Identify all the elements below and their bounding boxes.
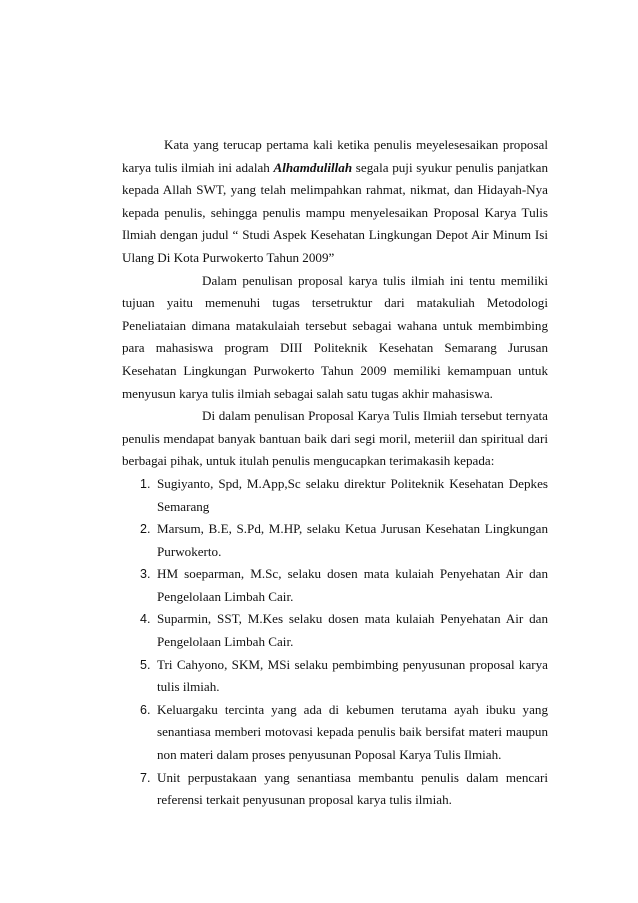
list-number: 7. [140,770,151,785]
document-page [122,134,548,812]
paragraph-thanks-intro: Di dalam penulisan Proposal Karya Tulis Ilmiah tersebut ternyata penulis mendapat banyak bantuan baik dari segi moril, meteriil dan spiritual dari berbagai pihak, untuk itulah penulis mengucapkan terimakasih kepada: [122,408,548,469]
list-item [122,767,548,812]
list-text: Suparmin, SST, M.Kes selaku dosen mata kulaiah Penyehatan Air dan Pengelolaan Limbah Cair. [157,611,548,650]
list-number: 1. [140,476,151,491]
paragraph-purpose: Dalam penulisan proposal karya tulis ilmiah ini tentu memiliki tujuan yaitu memenuhi tugas tersetruktur dari matakuliah Metodologi Peneliataian dimana matakulaiah tersebut sebagai wahana untuk membimbing para mahasiswa program DIII Politeknik Kesehatan Semarang Jurusan Kesehatan Lingkungan Purwokerto Tahun 2009 memiliki kemampuan untuk menyusun karya tulis ilmiah sebagai salah satu tugas akhir mahasiswa. [122,272,548,401]
list-item [122,563,548,608]
list-number: 6. [140,702,151,717]
alhamdulillah-emphasis: Alhamdulillah [273,159,353,175]
list-item [122,473,548,518]
opening-text-part2: segala puji syukur penulis panjatkan kepada Allah SWT, yang telah melimpahkan rahmat, nikmat, dan Hidayah-Nya kepada penulis, sehingga penulis mampu menyelesaikan Proposal Karya Tulis Ilmiah dengan judul “ Studi Aspek Kesehatan Lingkungan Depot Air Minum Isi Ulang Di Kota Purwokerto Tahun 2009” [122,159,548,265]
list-item [122,518,548,563]
list-item [122,608,548,653]
acknowledgement-list [122,473,548,812]
list-text: HM soeparman, M.Sc, selaku dosen mata kulaiah Penyehatan Air dan Pengelolaan Limbah Cair. [157,566,548,604]
list-text: Unit perpustakaan yang senantiasa membantu penulis dalam mencari referensi terkait penyusunan proposal karya tulis ilmiah. [157,769,548,808]
list-text: Tri Cahyono, SKM, MSi selaku pembimbing penyusunan proposal karya tulis ilmiah. [157,656,548,695]
list-number: 5. [140,657,151,672]
list-text: Sugiyanto, Spd, M.App,Sc selaku direktur Politeknik Kesehatan Depkes Semarang [157,475,548,514]
list-item [122,654,548,699]
list-number: 4. [140,612,151,627]
opening-text-part1: Kata yang terucap pertama kali ketika penulis meyelesesaikan proposal karya tulis ilmiah ini adalah [122,137,548,175]
list-text: Keluargaku tercinta yang ada di kebumen terutama ayah ibuku yang senantiasa memberi motovasi kepada penulis baik bersifat materi maupun non materi dalam proses penyusunan Poposal Karya Tulis Ilmiah. [157,701,548,763]
list-item [122,699,548,767]
list-text: Marsum, B.E, S.Pd, M.HP, selaku Ketua Jurusan Kesehatan Lingkungan Purwokerto. [157,521,548,559]
paragraph-opening [122,134,548,270]
list-number: 2. [140,522,151,537]
list-number: 3. [140,567,151,582]
